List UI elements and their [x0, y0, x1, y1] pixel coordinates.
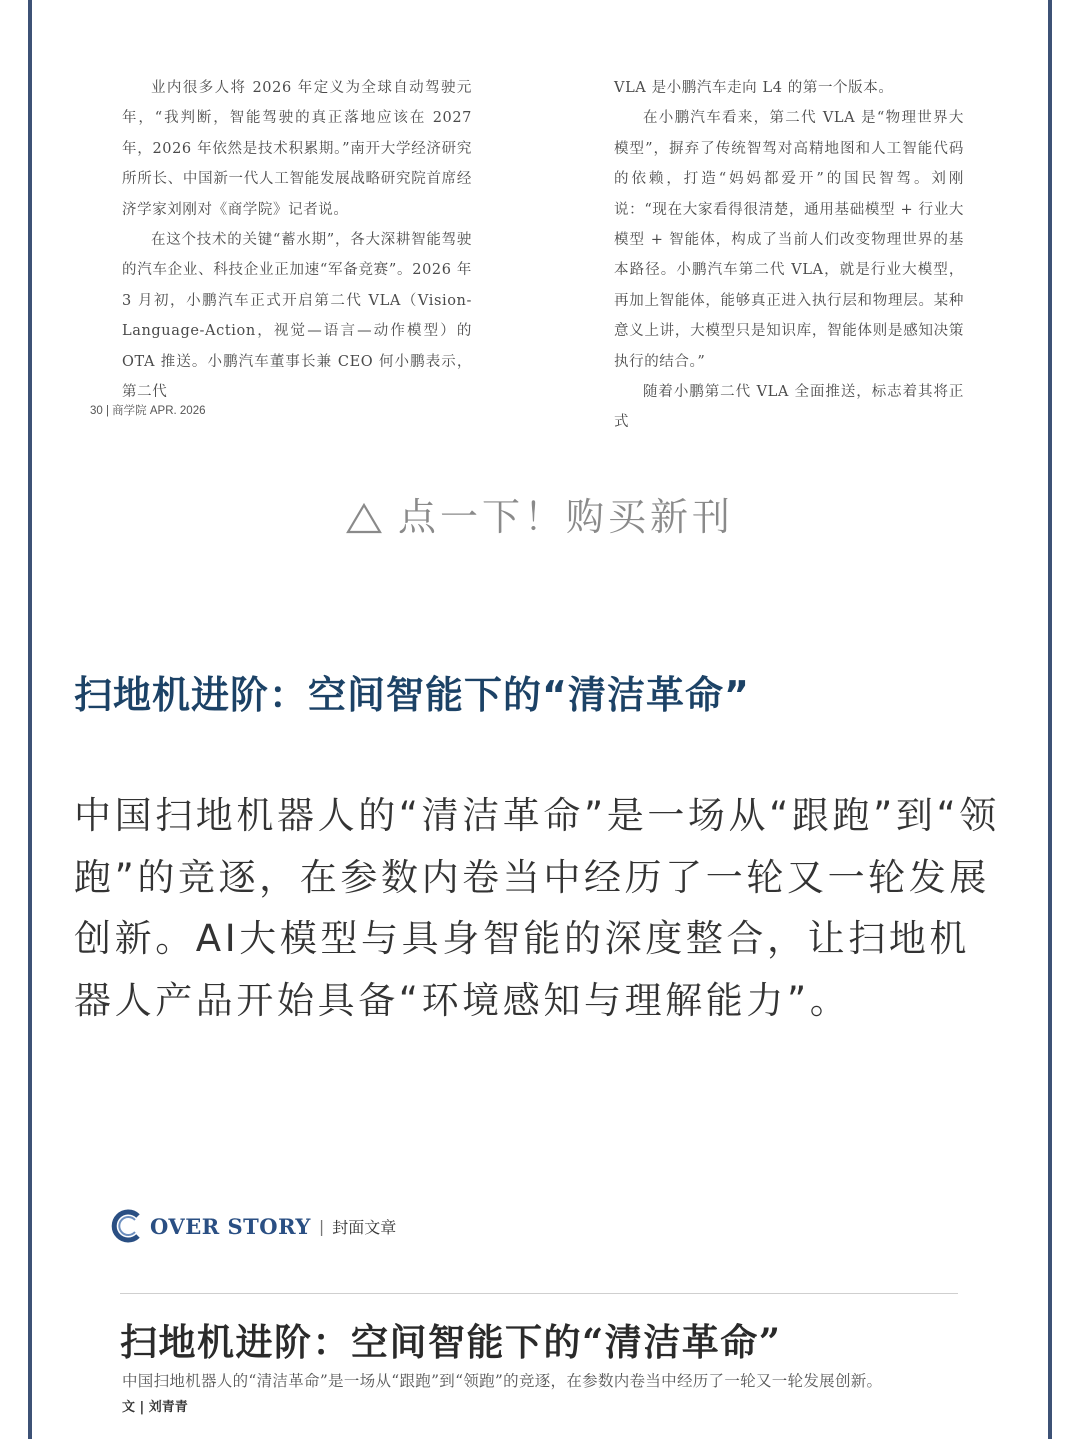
page-folio: 30 | 商学院 APR. 2026 [90, 405, 206, 417]
scan-paragraph: 在这个技术的关键“蓄水期”，各大深耕智能驾驶的汽车企业、科技企业正加速“军备竞赛”。2026 年 3 月初，小鹏汽车正式开启第二代 VLA（Vision-Language-Action，视觉—语言—动作模型）的 OTA 推送。小鹏汽车董事长兼 CEO 何小鹏表示，第二代 [122, 232, 472, 401]
scan-left-column [122, 73, 472, 407]
clipping-rule [120, 1293, 958, 1294]
cover-story-brand: OVER STORY [150, 1213, 311, 1239]
article-summary: 中国扫地机器人的“清洁革命”是一场从“跟跑”到“领跑”的竞逐，在参数内卷当中经历了一轮又一轮发展创新。AI大模型与具身智能的深度整合，让扫地机器人产品开始具备“环境感知与理解能力”。 [74, 794, 1000, 1022]
clipping-title: 扫地机进阶：空间智能下的“清洁革命” [120, 1320, 782, 1364]
article-headline: 扫地机进阶：空间智能下的“清洁革命” [74, 673, 750, 717]
section-label: 封面文章 [332, 1217, 397, 1237]
buy-link-label: 点一下！购买新刊 [397, 495, 734, 539]
triangle-outline-icon [346, 502, 382, 534]
scan-right-column [614, 73, 964, 438]
right-frame-border [1048, 0, 1052, 1439]
scan-paragraph: 在小鹏汽车看来，第二代 VLA 是“物理世界大模型”，摒弃了传统智驾对高精地图和人工智能代码的依赖，打造“妈妈都爱开”的国民智驾。刘刚说：“现在大家看得很清楚，通用基础模型 + 行业大模型 + 智能体，构成了当前人们改变物理世界的基本路径。小鹏汽车第二代 VLA，就是行业大模型，再加上智能体，能够真正进入执行层和物理层。某种意义上讲，大模型只是知识库，智能体则是感知决策执行的结合。” [614, 110, 964, 370]
scan-paragraph: 业内很多人将 2026 年定义为全球自动驾驶元年，“我判断，智能驾驶的真正落地应该在 2027 年，2026 年依然是技术积累期。”南开大学经济研究所所长、中国新一代人工智能发展战略研究院首席经济学家刘刚对《商学院》记者说。 [122, 80, 472, 218]
cover-story-logo [108, 1203, 396, 1249]
clipping-byline: 文 | 刘青青 [122, 1400, 188, 1415]
left-frame-border [28, 0, 32, 1439]
cover-story-c-icon [108, 1206, 148, 1246]
scan-paragraph: VLA 是小鹏汽车走向 L4 的第一个版本。 [614, 80, 894, 96]
buy-new-issue-link[interactable] [0, 486, 1080, 541]
scan-paragraph: 随着小鹏第二代 VLA 全面推送，标志着其将正式 [614, 384, 964, 431]
divider: | [318, 1216, 325, 1236]
clipping-deck: 中国扫地机器人的“清洁革命”是一场从“跟跑”到“领跑”的竞逐，在参数内卷当中经历了一轮又一轮发展创新。 [122, 1372, 883, 1390]
magazine-page-scan [34, 0, 1046, 440]
